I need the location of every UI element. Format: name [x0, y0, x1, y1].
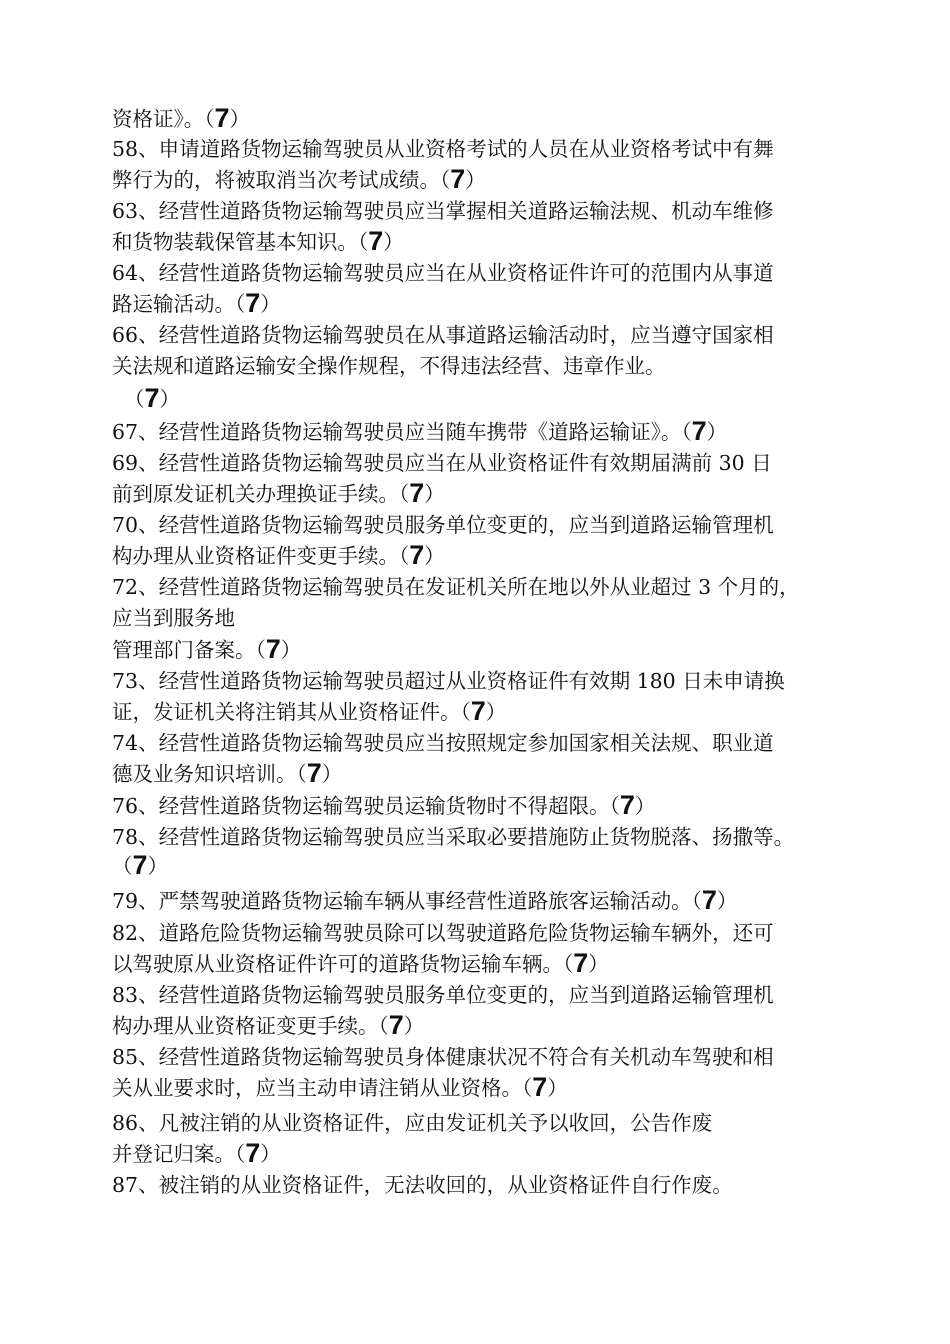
answer-mark: 7 [214, 103, 230, 133]
answer-mark: 7 [409, 478, 425, 508]
closing-paren: ） [260, 292, 281, 316]
line-text: 70、经营性道路货物运输驾驶员服务单位变更的，应当到道路运输管理机 [112, 513, 774, 537]
line-text: 66、经营性道路货物运输驾驶员在从事道路运输活动时，应当遵守国家相 [112, 323, 774, 347]
closing-paren: ） [229, 107, 251, 131]
closing-paren: ） [485, 700, 507, 724]
text-line [112, 448, 890, 478]
text-line [112, 478, 890, 508]
text-line [112, 666, 890, 696]
answer-mark: 7 [132, 850, 148, 880]
text-line [112, 948, 890, 978]
closing-paren: ） [159, 387, 181, 411]
line-text: 76、经营性道路货物运输驾驶员运输货物时不得超限。（ [112, 794, 620, 818]
line-text: 63、经营性道路货物运输驾驶员应当掌握相关道路运输法规、机动车维修 [112, 199, 774, 223]
line-text: 并登记归案。（ [112, 1142, 246, 1166]
text-line [112, 1072, 890, 1102]
text-line [112, 351, 890, 381]
closing-paren: ） [383, 230, 404, 254]
line-text: 82、道路危险货物运输驾驶员除可以驾驶道路危险货物运输车辆外，还可 [112, 921, 774, 945]
answer-mark: 7 [573, 948, 589, 978]
line-text: 87、被注销的从业资格证件，无法收回的，从业资格证件自行作废。 [112, 1173, 733, 1197]
line-text: 关法规和道路运输安全操作规程，不得违法经营、违章作业。 [112, 354, 666, 378]
answer-mark: 7 [409, 540, 425, 570]
closing-paren: ） [424, 482, 445, 506]
closing-paren: ） [280, 638, 302, 662]
closing-paren: ） [706, 420, 728, 444]
text-line [112, 1010, 890, 1040]
text-line [112, 164, 890, 194]
line-text: 79、严禁驾驶道路货物运输车辆从事经营性道路旅客运输活动。（ [112, 889, 702, 913]
text-line [112, 288, 890, 318]
answer-mark: 7 [245, 1138, 261, 1168]
line-text: 86、凡被注销的从业资格证件，应由发证机关予以收回，公告作废 [112, 1111, 713, 1135]
closing-paren: ） [465, 168, 486, 192]
line-text: 以驾驶原从业资格证件许可的道路货物运输车辆。（ [112, 952, 574, 976]
text-line [112, 696, 890, 726]
text-line [112, 634, 890, 664]
closing-paren: ） [588, 952, 609, 976]
text-line [112, 258, 890, 288]
closing-paren: ） [634, 794, 656, 818]
text-line [112, 822, 890, 852]
answer-mark: 7 [388, 1010, 404, 1040]
line-text: 前到原发证机关办理换证手续。（ [112, 482, 410, 506]
line-text: 和货物装载保管基本知识。（ [112, 230, 369, 254]
line-text: （ [124, 387, 145, 411]
line-text: 69、经营性道路货物运输驾驶员应当在从业资格证件有效期届满前 30 日 [112, 451, 772, 475]
text-line [112, 850, 890, 880]
text-line [112, 134, 890, 164]
text-line [112, 226, 890, 256]
line-text: 资格证》。（ [112, 107, 215, 131]
line-text: 关从业要求时，应当主动申请注销从业资格。（ [112, 1076, 533, 1100]
text-line [112, 885, 890, 915]
answer-mark: 7 [691, 416, 707, 446]
text-line [112, 1108, 890, 1138]
closing-paren: ） [547, 1076, 568, 1100]
line-text: 67、经营性道路货物运输驾驶员应当随车携带《道路运输证》。（ [112, 420, 692, 444]
closing-paren: ） [147, 854, 169, 878]
text-line [112, 320, 890, 350]
text-line [112, 103, 890, 133]
line-text: 78、经营性道路货物运输驾驶员应当采取必要措施防止货物脱落、扬撒等。 [112, 825, 795, 849]
text-line [112, 1170, 890, 1200]
answer-mark: 7 [701, 885, 717, 915]
line-text: 路运输活动。（ [112, 292, 246, 316]
line-text: 74、经营性道路货物运输驾驶员应当按照规定参加国家相关法规、职业道 [112, 731, 774, 755]
answer-mark: 7 [470, 696, 486, 726]
text-line [112, 603, 890, 633]
answer-mark: 7 [306, 758, 322, 788]
text-line [112, 918, 890, 948]
text-line [112, 1138, 890, 1168]
answer-mark: 7 [450, 164, 466, 194]
line-text: 73、经营性道路货物运输驾驶员超过从业资格证件有效期 180 日未申请换 [112, 669, 785, 693]
line-text: 85、经营性道路货物运输驾驶员身体健康状况不符合有关机动车驾驶和相 [112, 1045, 774, 1069]
closing-paren: ） [403, 1014, 425, 1038]
line-text: 构办理从业资格证件变更手续。（ [112, 544, 410, 568]
text-line [112, 1042, 890, 1072]
text-line [112, 416, 890, 446]
answer-mark: 7 [532, 1072, 548, 1102]
text-line [112, 510, 890, 540]
closing-paren: ） [321, 762, 343, 786]
closing-paren: ） [716, 889, 738, 913]
closing-paren: ） [260, 1142, 281, 1166]
text-line [112, 758, 890, 788]
line-text: 弊行为的，将被取消当次考试成绩。（ [112, 168, 451, 192]
text-line [112, 196, 890, 226]
line-text: 构办理从业资格证变更手续。（ [112, 1014, 389, 1038]
line-text: （ [112, 854, 133, 878]
line-text: 管理部门备案。（ [112, 638, 266, 662]
text-line [112, 540, 890, 570]
closing-paren: ） [424, 544, 445, 568]
text-line [112, 572, 890, 602]
line-text: 58、申请道路货物运输驾驶员从业资格考试的人员在从业资格考试中有舞 [112, 137, 774, 161]
answer-mark: 7 [245, 288, 261, 318]
answer-mark: 7 [619, 790, 635, 820]
line-text: 83、经营性道路货物运输驾驶员服务单位变更的，应当到道路运输管理机 [112, 983, 774, 1007]
text-line [112, 980, 890, 1010]
line-text: 德及业务知识培训。（ [112, 762, 307, 786]
text-line [112, 790, 890, 820]
text-line [124, 383, 890, 413]
answer-mark: 7 [265, 634, 281, 664]
line-text: 应当到服务地 [112, 606, 235, 630]
answer-mark: 7 [144, 383, 160, 413]
answer-mark: 7 [368, 226, 384, 256]
line-text: 64、经营性道路货物运输驾驶员应当在从业资格证件许可的范围内从事道 [112, 261, 774, 285]
line-text: 72、经营性道路货物运输驾驶员在发证机关所在地以外从业超过 3 个月的， [112, 575, 800, 599]
text-line [112, 728, 890, 758]
line-text: 证，发证机关将注销其从业资格证件。（ [112, 700, 471, 724]
